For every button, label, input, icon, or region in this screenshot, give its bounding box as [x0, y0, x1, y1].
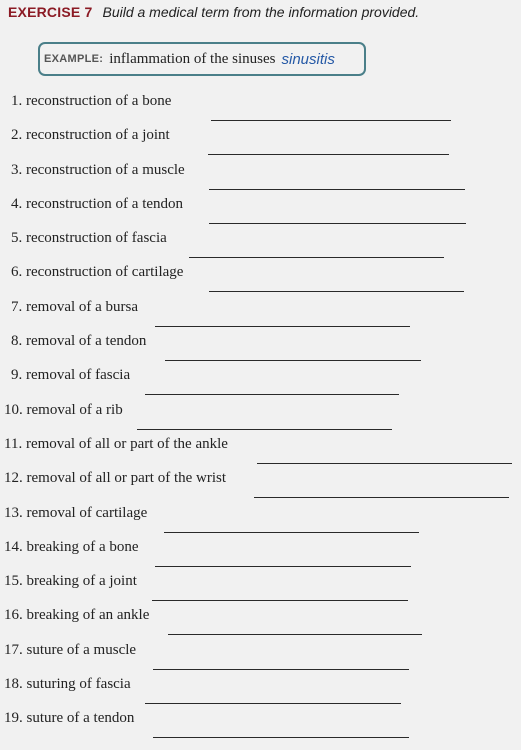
question-item — [0, 93, 521, 123]
answer-line[interactable] — [209, 223, 466, 224]
question-label: 12. removal of all or part of the wrist — [4, 470, 227, 486]
question-label: 7. removal of a bursa — [11, 299, 139, 315]
answer-line[interactable] — [209, 291, 464, 292]
question-item — [0, 642, 521, 672]
answer-line[interactable] — [137, 429, 392, 430]
question-item — [0, 127, 521, 157]
answer-line[interactable] — [152, 600, 408, 601]
question-item — [0, 676, 521, 706]
question-item — [0, 264, 521, 294]
question-label: 19. suture of a tendon — [4, 710, 135, 726]
question-label: 14. breaking of a bone — [4, 539, 139, 555]
question-label: 15. breaking of a joint — [4, 573, 137, 589]
question-label: 18. suturing of fascia — [4, 676, 131, 692]
question-item — [0, 230, 521, 260]
question-item — [0, 402, 521, 432]
answer-line[interactable] — [189, 257, 444, 258]
answer-line[interactable] — [164, 532, 419, 533]
example-text: inflammation of the sinuses — [109, 50, 276, 67]
question-item — [0, 196, 521, 226]
question-label: 11. removal of all or part of the ankle — [4, 436, 228, 452]
answer-line[interactable] — [168, 634, 422, 635]
answer-line[interactable] — [145, 703, 401, 704]
exercise-instruction: Build a medical term from the information provided. — [102, 4, 420, 20]
question-label: 3. reconstruction of a muscle — [11, 162, 185, 178]
question-item — [0, 470, 521, 500]
question-label: 17. suture of a muscle — [4, 642, 137, 658]
question-item — [0, 333, 521, 363]
answer-line[interactable] — [211, 120, 451, 121]
answer-line[interactable] — [257, 463, 512, 464]
question-item — [0, 367, 521, 397]
exercise-label: EXERCISE 7 — [8, 4, 93, 20]
exercise-header — [8, 2, 419, 22]
question-label: 4. reconstruction of a tendon — [11, 196, 184, 212]
answer-line[interactable] — [209, 189, 465, 190]
answer-line[interactable] — [153, 669, 409, 670]
question-item — [0, 607, 521, 637]
question-label: 10. removal of a rib — [4, 402, 123, 418]
answer-line[interactable] — [208, 154, 449, 155]
question-item — [0, 299, 521, 329]
question-label: 13. removal of cartilage — [4, 505, 148, 521]
question-label: 9. removal of fascia — [11, 367, 131, 383]
question-item — [0, 573, 521, 603]
example-answer: sinusitis — [281, 50, 335, 68]
question-label: 8. removal of a tendon — [11, 333, 147, 349]
answer-line[interactable] — [165, 360, 421, 361]
question-item — [0, 539, 521, 569]
answer-line[interactable] — [153, 737, 409, 738]
question-label: 6. reconstruction of cartilage — [11, 264, 184, 280]
answer-line[interactable] — [254, 497, 509, 498]
question-label: 1. reconstruction of a bone — [11, 93, 172, 109]
example-tag: EXAMPLE: — [44, 53, 104, 65]
answer-line[interactable] — [155, 566, 411, 567]
question-item — [0, 505, 521, 535]
example-box — [38, 42, 366, 76]
question-label: 2. reconstruction of a joint — [11, 127, 170, 143]
question-label: 5. reconstruction of fascia — [11, 230, 167, 246]
question-label: 16. breaking of an ankle — [4, 607, 150, 623]
answer-line[interactable] — [145, 394, 399, 395]
question-item — [0, 436, 521, 466]
question-item — [0, 710, 521, 740]
answer-line[interactable] — [155, 326, 410, 327]
question-item — [0, 162, 521, 192]
